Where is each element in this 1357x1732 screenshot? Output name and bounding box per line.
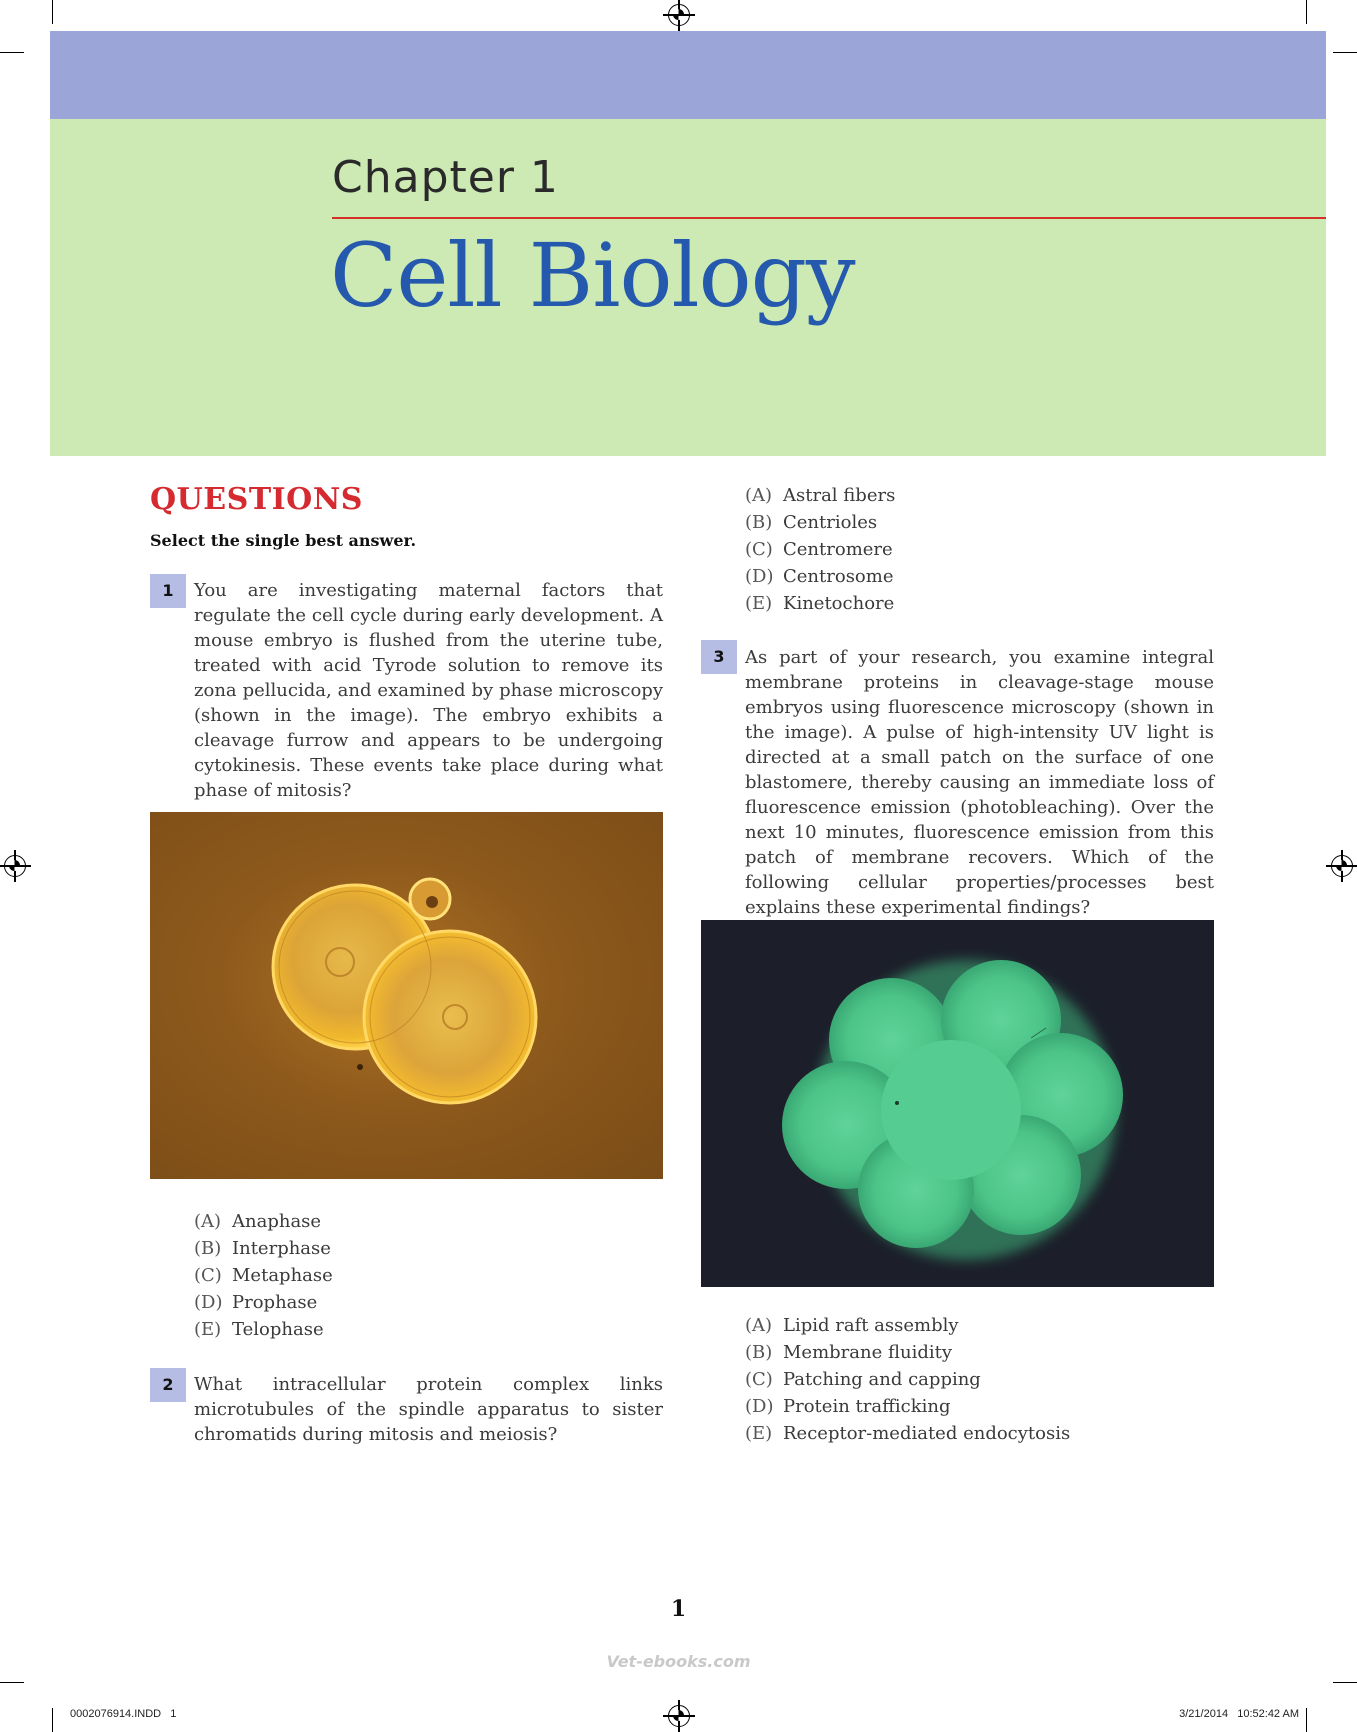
option-text: Anaphase [232,1211,322,1232]
answer-option[interactable] [194,1262,333,1289]
slug-timestamp: 3/21/2014 10:52:42 AM [1179,1708,1299,1720]
question-1-options [194,1208,333,1343]
option-text: Protein trafficking [783,1396,951,1417]
option-letter: (E) [745,1423,773,1444]
question-2-text: What intracellular protein complex links microtubules of the spindle apparatus to sister chromatids during mitosis and meiosis? [194,1374,663,1445]
option-letter: (D) [745,566,774,587]
registration-mark-icon [668,4,690,26]
answer-option[interactable] [194,1289,333,1316]
option-letter: (E) [194,1319,222,1340]
question-2-options [745,482,895,617]
answer-option[interactable] [745,536,895,563]
option-text: Centrioles [783,512,878,533]
chapter-title: Cell Biology [330,224,855,327]
answer-option[interactable] [745,590,895,617]
option-letter: (D) [745,1396,774,1417]
embryo-micrograph-svg [150,812,663,1179]
crop-mark [1306,1708,1307,1732]
option-letter: (B) [194,1238,222,1259]
option-text: Receptor-mediated endocytosis [783,1423,1071,1444]
question-1-text: You are investigating maternal factors that regulate the cell cycle during early development. A mouse embryo is flushed from the uterine tube, treated with acid Tyrode solution to remove its zona pellucida, and examined by phase microscopy (shown in the image). The embryo exhibits a cleavage furrow and appears to be undergoing cytokinesis. These events take place during what phase of mitosis? [194,580,663,801]
answer-option[interactable] [194,1235,333,1262]
option-letter: (C) [745,539,773,560]
option-letter: (A) [745,1315,773,1336]
question-number-badge: 3 [701,640,737,674]
option-text: Interphase [232,1238,331,1259]
fluorescent-embryo-image [701,920,1214,1287]
two-cell-embryo-image [150,812,663,1179]
option-text: Kinetochore [783,593,895,614]
answer-option[interactable] [745,1366,1070,1393]
answer-option[interactable] [194,1316,333,1343]
crop-mark [52,0,53,24]
watermark-logo: Vet-ebooks.com [606,1652,751,1671]
answer-option[interactable] [745,1393,1070,1420]
option-letter: (B) [745,512,773,533]
chapter-label: Chapter 1 [332,152,559,203]
answer-option[interactable] [745,482,895,509]
question-number-badge: 2 [150,1368,186,1402]
option-text: Lipid raft assembly [783,1315,959,1336]
option-text: Telophase [232,1319,324,1340]
crop-mark [0,52,24,53]
answer-option[interactable] [745,1312,1070,1339]
option-text: Membrane fluidity [783,1342,953,1363]
option-text: Centromere [783,539,893,560]
option-text: Metaphase [232,1265,333,1286]
instructions: Select the single best answer. [150,531,417,550]
option-letter: (D) [194,1292,223,1313]
crop-mark [1306,0,1307,24]
crop-mark [0,1682,24,1683]
crop-mark [1333,1682,1357,1683]
question-3-options [745,1312,1070,1447]
answer-option[interactable] [745,563,895,590]
registration-mark-icon [668,1705,690,1727]
option-text: Centrosome [783,566,894,587]
option-text: Astral fibers [783,485,896,506]
option-letter: (C) [194,1265,222,1286]
answer-option[interactable] [745,509,895,536]
crop-mark [52,1708,53,1732]
option-letter: (E) [745,593,773,614]
option-text: Patching and capping [783,1369,981,1390]
option-letter: (C) [745,1369,773,1390]
page-number: 1 [670,1596,687,1622]
slug-filename: 0002076914.INDD 1 [70,1708,177,1720]
section-heading: QUESTIONS [150,482,363,517]
answer-option[interactable] [745,1339,1070,1366]
question-3-text: As part of your research, you examine integral membrane proteins in cleavage-stage mouse embryos using fluorescence microscopy (shown in the image). A pulse of high-intensity UV light is directed at a small patch on the surface of one blastomere, thereby causing an immediate loss of fluorescence emission (photobleaching). Over the next 10 minutes, fluorescence emission from this patch of membrane recovers. Which of the following cellular properties/processes best explains these experimental findings? [745,647,1214,918]
option-letter: (B) [745,1342,773,1363]
answer-option[interactable] [194,1208,333,1235]
registration-mark-icon [1331,855,1353,877]
option-letter: (A) [194,1211,222,1232]
option-text: Prophase [232,1292,318,1313]
answer-option[interactable] [745,1420,1070,1447]
registration-mark-icon [4,855,26,877]
chapter-rule [332,217,1326,219]
question-number-badge: 1 [150,574,186,608]
header-top-band [50,31,1326,119]
fluorescence-micrograph-svg [701,920,1214,1287]
option-letter: (A) [745,485,773,506]
crop-mark [1333,52,1357,53]
